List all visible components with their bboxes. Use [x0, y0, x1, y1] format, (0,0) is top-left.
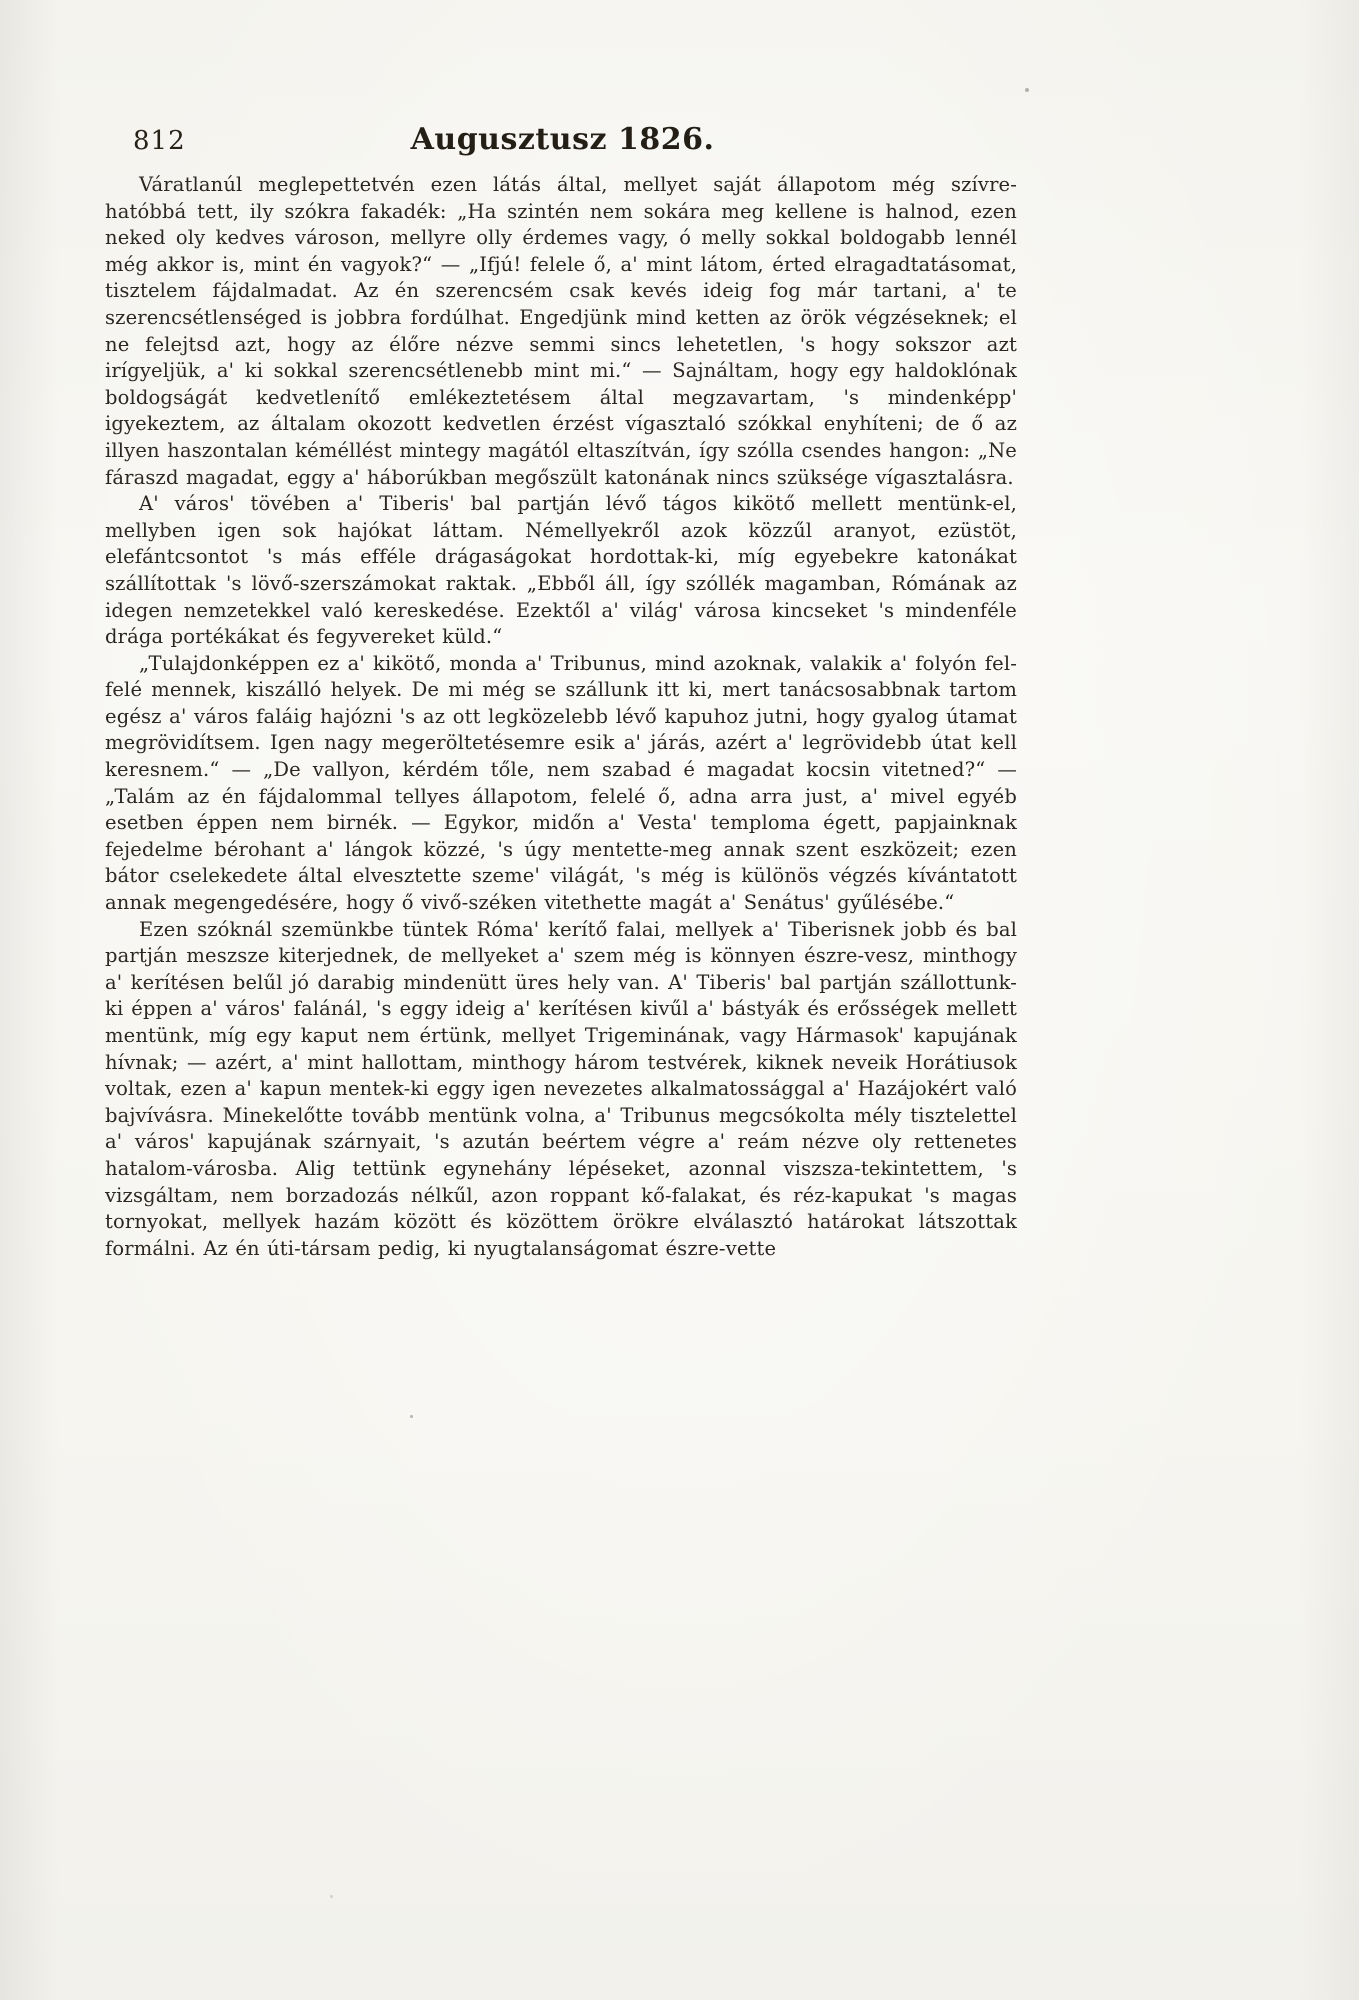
scan-speck	[1025, 88, 1029, 92]
paragraph-3: „Tulajdonképpen ez a' kikötő, monda a' Tribunus, mind azoknak, valakik a' folyón fel-felé mennek, kiszálló helyek. De mi még se szállunk itt ki, mert tanácsosabbnak tartom egész a' város faláig hajózni 's az ott legközelebb lévő kapuhoz jutni, hogy gyalog útamat megrövidítsem. Igen nagy megeröltetésemre esik a' járás, azért a' legrövidebb útat kell keresnem.“ — „De vallyon, kérdém tőle, nem szabad é magadat kocsin vitetned?“ — „Talám az én fájdalommal tellyes állapotom, felelé ő, adna arra just, a' mivel egyéb esetben éppen nem birnék. — Egykor, midőn a' Vesta' temploma égett, papjainknak fejedelme bérohant a' lángok közzé, 's úgy mentette-meg annak szent eszközeit; ezen bátor cselekedete által elvesztette szeme' világát, 's még is különös végzés kívántatott annak megengedésére, hogy ő vivő-széken vitethette magát a' Senátus' gyűlésébe.“	[105, 651, 1017, 915]
paragraph-1: Váratlanúl meglepettetvén ezen látás által, mellyet saját állapotom még szívre-hatóbbá tett, ily szókra fakadék: „Ha szintén nem sokára meg kellene is halnod, ezen neked oly kedves városon, mellyre olly érdemes vagy, ó melly sokkal boldogabb lennél még akkor is, mint én vagyok?“ — „Ifjú! felele ő, a' mint látom, érted elragadtatásomat, tisztelem fájdalmadat. Az én szerencsém csak kevés ideig fog már tartani, a' te szerencsétlenséged is jobbra fordúlhat. Engedjünk mind ketten az örök végzéseknek; el ne felejtsd azt, hogy az élőre nézve semmi sincs lehetetlen, 's hogy sokszor azt irígyeljük, a' ki sokkal szerencsétlenebb mint mi.“ — Sajnáltam, hogy egy haldoklónak boldogságát kedvetlenítő emlékeztetésem által megzavartam, 's mindenképp' igyekeztem, az általam okozott kedvetlen érzést vígasztaló szókkal enyhíteni; de ő az illyen haszontalan kéméllést mintegy magától eltaszítván, így szólla csendes hangon: „Ne fáraszd magadat, eggy a' háborúkban megőszült katonának nincs szüksége vígasztalásra.	[105, 173, 1017, 489]
scan-edge-shadow-left	[0, 0, 60, 2000]
scan-speck	[410, 1415, 413, 1418]
page-title: Augusztusz 1826.	[410, 122, 715, 157]
scan-edge-shadow-right	[1299, 0, 1359, 2000]
page-number: 812	[133, 126, 186, 156]
paragraph-2: A' város' tövében a' Tiberis' bal partján lévő tágos kikötő mellett mentünk-el, mellyben igen sok hajókat láttam. Némellyekről azok közzűl aranyot, ezüstöt, elefántcsontot 's más efféle drágaságokat hordottak-ki, míg egyebekre katonákat szállítottak 's lövő-szerszámokat raktak. „Ebből áll, így szóllék magamban, Rómának az idegen nemzetekkel való kereskedése. Ezektől a' világ' városa kincseket 's mindenféle drága portékákat és fegyvereket küld.“	[105, 492, 1017, 649]
body-text	[105, 172, 1017, 1262]
page-header	[105, 122, 1020, 162]
paragraph-4: Ezen szóknál szemünkbe tüntek Róma' kerítő falai, mellyek a' Tiberisnek jobb és bal partján meszsze kiterjednek, de mellyeket a' szem még is könnyen észre-vesz, minthogy a' kerítésen belűl jó darabig mindenütt üres hely van. A' Tiberis' bal partján szállottunk-ki éppen a' város' falánál, 's eggy ideig a' kerítésen kivűl a' bástyák és erősségek mellett mentünk, míg egy kaput nem értünk, mellyet Trigeminának, vagy Hármasok' kapujának hívnak; — azért, a' mint hallottam, minthogy három testvérek, kiknek neveik Horátiusok voltak, ezen a' kapun mentek-ki eggy igen nevezetes alkalmatossággal a' Hazájokért való bajvívásra. Minekelőtte tovább mentünk volna, a' Tribunus megcsókolta mély tisztelettel a' város' kapujának szárnyait, 's azután beértem végre a' reám nézve oly rettenetes hatalom-városba. Alig tettünk egynehány lépéseket, azonnal viszsza-tekintettem, 's vizsgáltam, nem borzadozás nélkűl, azon roppant kő-falakat, és réz-kapukat 's magas tornyokat, mellyek hazám között és közöttem örökre elválasztó határokat látszottak formálni. Az én úti-társam pedig, ki nyugtalanságomat észre-vette	[105, 917, 1017, 1260]
scan-speck	[330, 1895, 333, 1898]
